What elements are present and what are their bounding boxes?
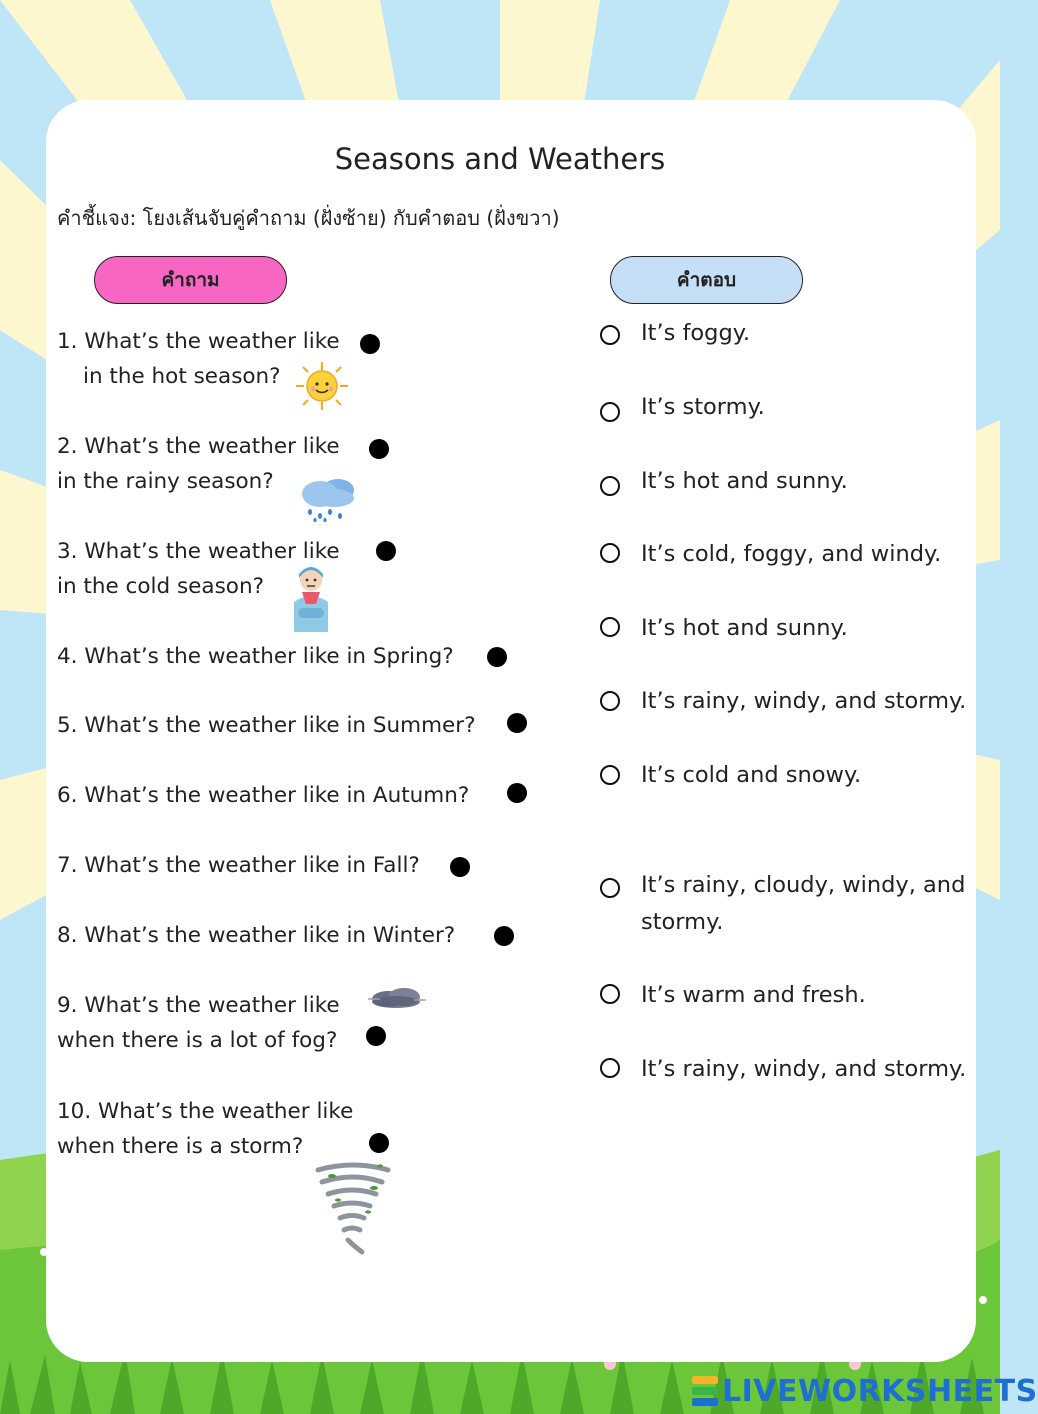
cold-person-icon (286, 560, 336, 632)
question-6-line1: 6. What’s the weather like in Autumn? (57, 783, 470, 808)
question-10-line2: when there is a storm? (57, 1134, 304, 1159)
page-title: Seasons and Weathers (334, 142, 666, 176)
question-10-line1: 10. What’s the weather like (57, 1099, 354, 1124)
question-9 (57, 988, 340, 1058)
question-9-line1: 9. What’s the weather like (57, 993, 340, 1018)
answer-7 (641, 757, 861, 794)
question-5-line1: 5. What’s the weather like in Summer? (57, 713, 476, 738)
question-4-match-dot[interactable] (487, 647, 507, 667)
question-10 (57, 1094, 353, 1164)
answer-7-text: It’s cold and snowy. (641, 762, 862, 788)
answer-8 (641, 867, 965, 941)
sun-icon (294, 360, 350, 412)
answer-3 (641, 463, 848, 500)
tornado-icon (312, 1160, 394, 1256)
question-4 (57, 639, 454, 674)
instructions: คำชี้แจง: โยงเส้นจับคู่คำถาม (ฝั่งซ้าย) กับคำตอบ (ฝั่งขวา) (57, 206, 560, 230)
answer-5 (641, 610, 848, 647)
answer-9 (641, 977, 866, 1014)
question-7 (57, 848, 420, 883)
question-3-line2: in the cold season? (57, 574, 264, 599)
answer-10-match-ring[interactable] (600, 1058, 620, 1078)
answer-1-match-ring[interactable] (600, 325, 620, 345)
question-2-match-dot[interactable] (369, 439, 389, 459)
question-9-match-dot[interactable] (366, 1026, 386, 1046)
answer-6-text: It’s rainy, windy, and stormy. (641, 688, 967, 714)
question-10-match-dot[interactable] (369, 1133, 389, 1153)
question-8 (57, 918, 455, 953)
question-2-line1: 2. What’s the weather like (57, 434, 340, 459)
question-3-match-dot[interactable] (376, 541, 396, 561)
answer-8-text-line2: stormy. (641, 909, 724, 935)
answer-1-text: It’s foggy. (641, 320, 750, 346)
answer-4-text: It’s cold, foggy, and windy. (641, 541, 942, 567)
question-7-line1: 7. What’s the weather like in Fall? (57, 853, 420, 878)
questions-header: คำถาม (94, 256, 287, 304)
answer-1 (641, 315, 750, 352)
question-6 (57, 778, 469, 813)
answer-7-match-ring[interactable] (600, 765, 620, 785)
question-4-line1: 4. What’s the weather like in Spring? (57, 644, 454, 669)
question-3-line1: 3. What’s the weather like (57, 539, 340, 564)
answer-5-match-ring[interactable] (600, 617, 620, 637)
question-8-line1: 8. What’s the weather like in Winter? (57, 923, 456, 948)
logo-badge-icon (692, 1376, 718, 1406)
answer-3-match-ring[interactable] (600, 476, 620, 496)
question-1-line2: in the hot season? (83, 364, 281, 389)
answer-10 (641, 1051, 966, 1088)
question-5 (57, 708, 476, 743)
question-6-match-dot[interactable] (507, 783, 527, 803)
answer-2 (641, 389, 765, 426)
answer-3-text: It’s hot and sunny. (641, 468, 848, 494)
question-5-match-dot[interactable] (507, 713, 527, 733)
answer-8-match-ring[interactable] (600, 878, 620, 898)
liveworksheets-logo (692, 1372, 1038, 1410)
question-1-line1: 1. What’s the weather like (57, 329, 340, 354)
rain-cloud-icon (294, 470, 362, 522)
answer-4 (641, 536, 941, 573)
question-2-line2: in the rainy season? (57, 469, 274, 494)
watermark-text: LIVEWORKSHEETS (722, 1373, 1038, 1409)
answer-2-match-ring[interactable] (600, 402, 620, 422)
question-1-match-dot[interactable] (360, 334, 380, 354)
fog-cloud-icon (366, 985, 428, 1013)
answer-4-match-ring[interactable] (600, 543, 620, 563)
answer-9-text: It’s warm and fresh. (641, 982, 866, 1008)
answer-10-text: It’s rainy, windy, and stormy. (641, 1056, 967, 1082)
answer-6 (641, 683, 966, 720)
answer-2-text: It’s stormy. (641, 394, 765, 420)
answer-8-text-line1: It’s rainy, cloudy, windy, and (641, 872, 966, 898)
question-8-match-dot[interactable] (494, 926, 514, 946)
answers-header: คำตอบ (610, 256, 803, 304)
question-7-match-dot[interactable] (450, 857, 470, 877)
answer-9-match-ring[interactable] (600, 984, 620, 1004)
question-9-line2: when there is a lot of fog? (57, 1028, 338, 1053)
answer-5-text: It’s hot and sunny. (641, 615, 848, 641)
answer-6-match-ring[interactable] (600, 691, 620, 711)
